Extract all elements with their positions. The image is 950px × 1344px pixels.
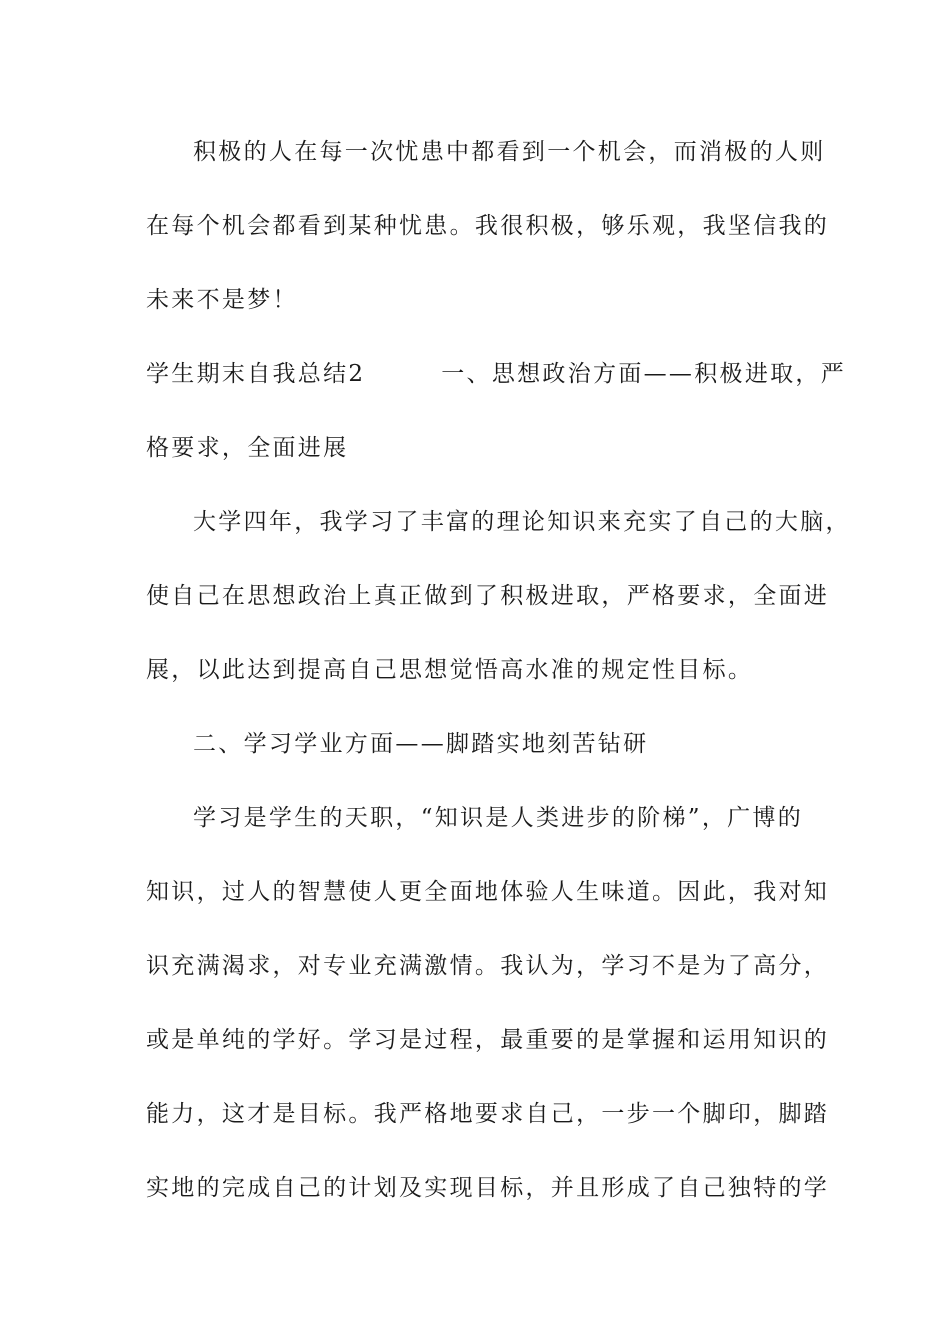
section-heading-line: 二、学习学业方面——脚踏实地刻苦钻研 <box>193 731 649 757</box>
paragraph-line: 在每个机会都看到某种忧患。我很积极，够乐观，我坚信我的 <box>146 213 830 239</box>
paragraph-line: 使自己在思想政治上真正做到了积极进取，严格要求，全面进 <box>146 583 830 609</box>
paragraph-line: 展，以此达到提高自己思想觉悟高水准的规定性目标。 <box>146 657 754 683</box>
paragraph-line: 大学四年，我学习了丰富的理论知识来充实了自己的大脑， <box>193 509 851 535</box>
paragraph-line: 知识，过人的智慧使人更全面地体验人生味道。因此，我对知 <box>146 879 830 905</box>
paragraph-line: 能力，这才是目标。我严格地要求自己，一步一个脚印，脚踏 <box>146 1101 830 1127</box>
paragraph-line: 识充满渴求，对专业充满激情。我认为，学习不是为了高分， <box>146 953 830 979</box>
paragraph-line: 实地的完成自己的计划及实现目标，并且形成了自己独特的学 <box>146 1175 830 1201</box>
paragraph-line: 学习是学生的天职，“知识是人类进步的阶梯”，广博的 <box>193 805 804 831</box>
section-heading-line: 学生期末自我总结2 一、思想政治方面——积极进取，严 <box>146 361 847 387</box>
paragraph-line: 未来不是梦！ <box>146 287 298 313</box>
paragraph-line: 积极的人在每一次忧患中都看到一个机会，而消极的人则 <box>193 139 826 165</box>
paragraph-line: 或是单纯的学好。学习是过程，最重要的是掌握和运用知识的 <box>146 1027 830 1053</box>
section-heading-line: 格要求，全面进展 <box>146 435 349 461</box>
